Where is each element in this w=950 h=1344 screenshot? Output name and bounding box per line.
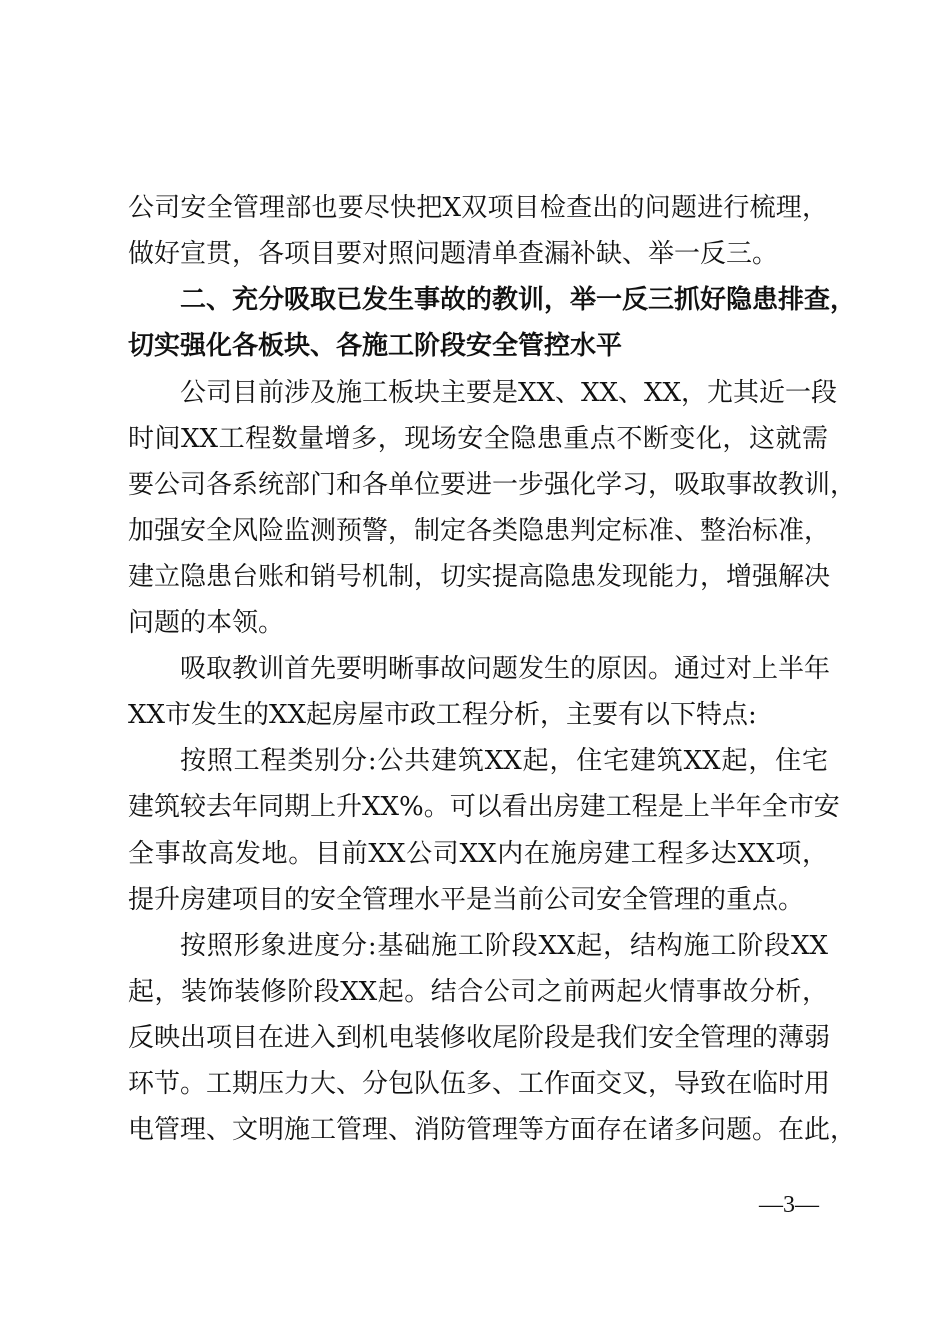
paragraph-line: 按照形象进度分:基础施工阶段XX起，结构施工阶段XX <box>180 931 828 961</box>
paragraph-line: 建立隐患台账和销号机制，切实提高隐患发现能力，增强解决 <box>128 562 831 592</box>
paragraph-line: 反映出项目在进入到机电装修收尾阶段是我们安全管理的薄弱 <box>128 1023 831 1053</box>
paragraph-line: 加强安全风险监测预警，制定各类隐患判定标准、整治标准， <box>128 516 831 546</box>
paragraph-line: 电管理、文明施工管理、消防管理等方面存在诸多问题。在此， <box>128 1115 857 1145</box>
paragraph-line: 时间XX工程数量增多，现场安全隐患重点不断变化，这就需 <box>128 424 828 454</box>
paragraph-line: 提升房建项目的安全管理水平是当前公司安全管理的重点。 <box>128 885 805 915</box>
paragraph-line: 公司安全管理部也要尽快把X双项目检查出的问题进行梳理， <box>128 193 828 223</box>
paragraph-line: 按照工程类别分:公共建筑XX起，住宅建筑XX起，住宅 <box>180 746 828 776</box>
paragraph-line: 起，装饰装修阶段XX起。结合公司之前两起火情事故分析， <box>128 977 828 1007</box>
paragraph-line: 吸取教训首先要明晰事故问题发生的原因。通过对上半年 <box>180 654 831 684</box>
paragraph-line: XX市发生的XX起房屋市政工程分析，主要有以下特点: <box>128 700 757 730</box>
page-number: —3— <box>759 1192 819 1218</box>
section-heading-line: 二、充分吸取已发生事故的教训，举一反三抓好隐患排查， <box>180 285 857 315</box>
paragraph-line: 问题的本领。 <box>128 608 285 638</box>
paragraph-line: 做好宣贯，各项目要对照问题清单查漏补缺、举一反三。 <box>128 239 779 269</box>
section-heading-line: 切实强化各板块、各施工阶段安全管控水平 <box>128 331 623 361</box>
paragraph-line: 建筑较去年同期上升XX%。可以看出房建工程是上半年全市安 <box>128 792 840 822</box>
paragraph-line: 环节。工期压力大、分包队伍多、工作面交叉，导致在临时用 <box>128 1069 831 1099</box>
paragraph-line: 要公司各系统部门和各单位要进一步强化学习，吸取事故教训， <box>128 470 857 500</box>
paragraph-line: 全事故高发地。目前XX公司XX内在施房建工程多达XX项， <box>128 839 828 869</box>
paragraph-line: 公司目前涉及施工板块主要是XX、XX、XX，尤其近一段 <box>180 378 838 408</box>
